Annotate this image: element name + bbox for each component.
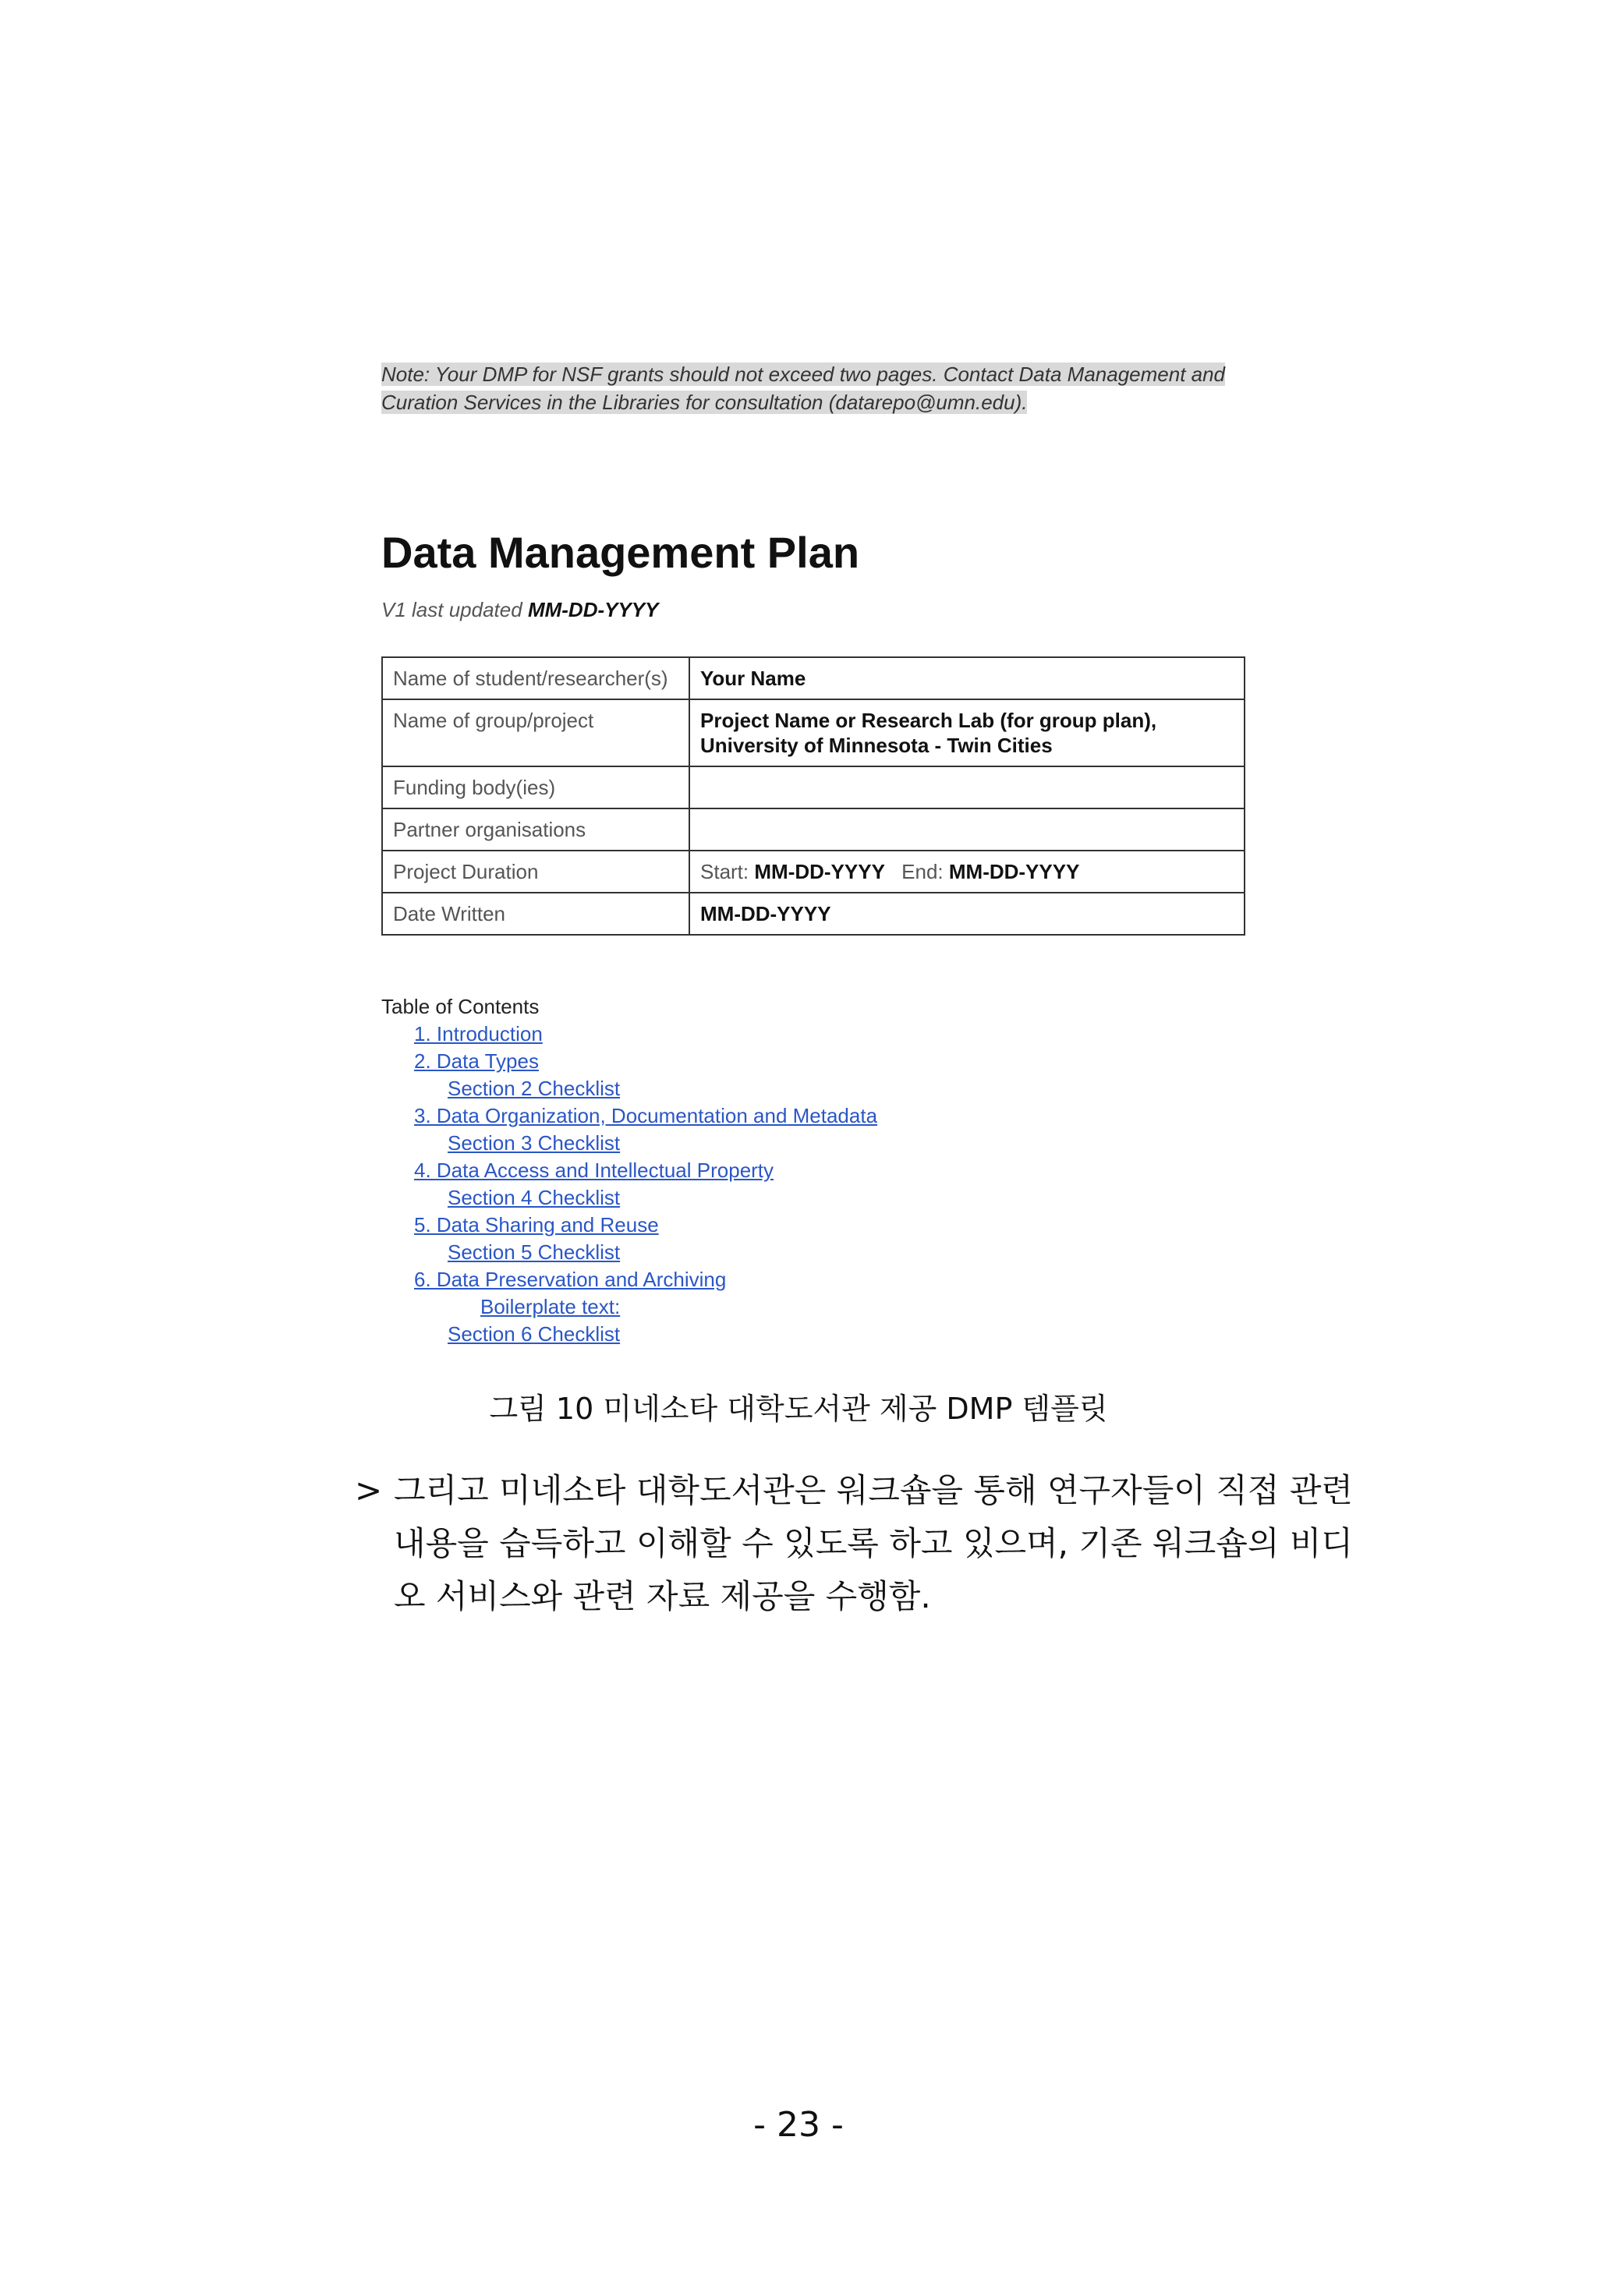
table-row: [382, 851, 1245, 893]
document-title: Data Management Plan: [381, 528, 860, 577]
toc-link-section-2-checklist[interactable]: Section 2 Checklist: [448, 1077, 621, 1100]
toc-link-section-5-checklist[interactable]: Section 5 Checklist: [448, 1240, 621, 1264]
body-paragraph: [355, 1464, 1353, 1623]
toc-link-section-3-checklist[interactable]: Section 3 Checklist: [448, 1131, 621, 1155]
toc-link-section-6-checklist[interactable]: Section 6 Checklist: [448, 1322, 621, 1346]
row-label: Date Written: [382, 893, 689, 935]
row-value: Project Name or Research Lab (for group plan), University of Minnesota - Twin Cities: [689, 699, 1245, 766]
toc-link-data-preservation[interactable]: 6. Data Preservation and Archiving: [414, 1268, 727, 1291]
end-label: End:: [901, 860, 944, 883]
nsf-note: Note: Your DMP for NSF grants should not exceed two pages. Contact Data Management and Curation Services in the Libraries for consultation (datarepo@umn.edu).: [381, 363, 1226, 414]
toc-link-data-types[interactable]: 2. Data Types: [414, 1049, 539, 1073]
table-row: [382, 657, 1245, 699]
table-row: [382, 699, 1245, 766]
row-label: Name of group/project: [382, 699, 689, 766]
row-label: Partner organisations: [382, 808, 689, 851]
page-number: - 23 -: [753, 2105, 844, 2145]
toc-link-introduction[interactable]: 1. Introduction: [414, 1022, 543, 1045]
paragraph-text: 그리고 미네소타 대학도서관은 워크숍을 통해 연구자들이 직접 관련 내용을 습득하고 이해할 수 있도록 하고 있으며, 기존 워크숍의 비디오 서비스와 관련 자료 제공을 수행함.: [394, 1471, 1353, 1615]
toc-link-data-sharing[interactable]: 5. Data Sharing and Reuse: [414, 1213, 659, 1236]
table-row: [382, 893, 1245, 935]
version-date: MM-DD-YYYY: [527, 598, 659, 621]
paragraph-marker: >: [355, 1471, 383, 1509]
version-prefix: V1 last updated: [381, 598, 522, 621]
start-label: Start:: [700, 860, 749, 883]
project-duration-value: [689, 851, 1245, 893]
row-label: Project Duration: [382, 851, 689, 893]
row-value: Your Name: [689, 657, 1245, 699]
project-info-table: [381, 656, 1245, 936]
toc-link-boilerplate-text[interactable]: Boilerplate text:: [480, 1295, 621, 1318]
toc-link-data-organization[interactable]: 3. Data Organization, Documentation and Metadata: [414, 1104, 878, 1127]
row-label: Name of student/researcher(s): [382, 657, 689, 699]
row-label: Funding body(ies): [382, 766, 689, 808]
row-value: MM-DD-YYYY: [689, 893, 1245, 935]
toc-link-section-4-checklist[interactable]: Section 4 Checklist: [448, 1186, 621, 1209]
end-date: MM-DD-YYYY: [948, 860, 1080, 883]
figure-caption: 그림 10 미네소타 대학도서관 제공 DMP 템플릿: [489, 1392, 1108, 1426]
row-value: [689, 766, 1245, 808]
start-date: MM-DD-YYYY: [754, 860, 885, 883]
toc-link-data-access[interactable]: 4. Data Access and Intellectual Property: [414, 1159, 774, 1182]
table-row: [382, 808, 1245, 851]
row-value: [689, 808, 1245, 851]
version-line: [381, 598, 659, 622]
toc-title: Table of Contents: [381, 995, 540, 1018]
table-row: [382, 766, 1245, 808]
